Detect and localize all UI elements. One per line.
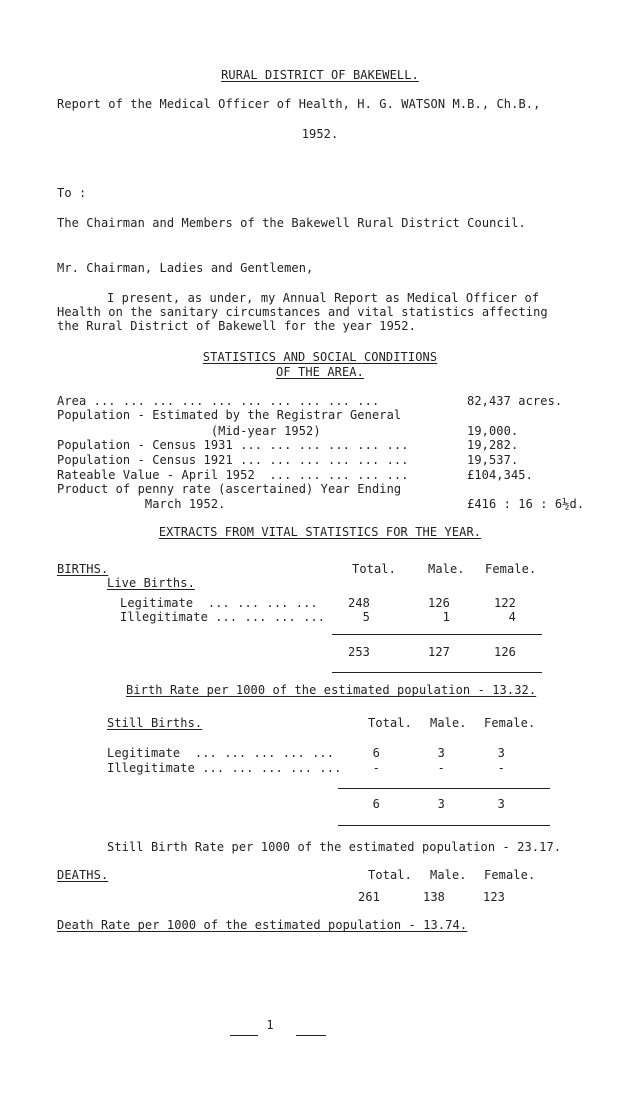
stat-penny-rate-value: £416 : 16 : 6½d. <box>467 497 585 511</box>
births-legitimate-label: Legitimate ... ... ... ... <box>120 596 318 610</box>
births-illegitimate-female: 4 <box>508 610 516 624</box>
births-legitimate-female: 122 <box>494 596 516 610</box>
intro-line-1: I present, as under, my Annual Report as Medical Officer of <box>107 291 540 305</box>
intro-line-2: Health on the sanitary circumstances and vital statistics affecting <box>57 305 548 319</box>
births-col-male: Male. <box>428 562 465 576</box>
statistics-heading: STATISTICS AND SOCIAL CONDITIONS <box>202 350 438 364</box>
report-attribution: Report of the Medical Officer of Health, H. G. WATSON M.B., Ch.B., <box>57 97 541 111</box>
births-illegitimate-male: 1 <box>442 610 450 624</box>
births-legitimate-male: 126 <box>428 596 450 610</box>
still-births-col-female: Female. <box>484 716 536 730</box>
births-total-male: 127 <box>428 645 450 659</box>
stat-census-1931-label: Population - Census 1931 ... ... ... ... ... ... <box>57 438 409 452</box>
page-number-rule-right <box>296 1035 326 1036</box>
still-births-col-male: Male. <box>430 716 467 730</box>
births-total-rule-top <box>332 634 542 635</box>
births-legitimate-total: 248 <box>348 596 370 610</box>
to-label: To : <box>57 186 87 200</box>
death-rate: Death Rate per 1000 of the estimated population - 13.74. <box>57 918 468 932</box>
still-births-legitimate-total: 6 <box>372 746 380 760</box>
still-births-legitimate-female: 3 <box>497 746 505 760</box>
addressee: The Chairman and Members of the Bakewell Rural District Council. <box>57 216 526 230</box>
greeting: Mr. Chairman, Ladies and Gentlemen, <box>57 261 314 275</box>
still-births-illegitimate-male: - <box>437 761 445 775</box>
intro-line-3: the Rural District of Bakewell for the year 1952. <box>57 319 416 333</box>
stat-midyear-label: (Mid-year 1952) <box>57 424 321 438</box>
deaths-female: 123 <box>483 890 505 904</box>
stat-area-label: Area ... ... ... ... ... ... ... ... ... ... <box>57 394 380 408</box>
stat-census-1931-value: 19,282. <box>467 438 519 452</box>
statistics-subheading: OF THE AREA. <box>276 365 364 379</box>
deaths-total: 261 <box>358 890 380 904</box>
still-births-total-female: 3 <box>497 797 505 811</box>
still-births-total: 6 <box>372 797 380 811</box>
stat-population-estimated-value: 19,000. <box>467 424 519 438</box>
births-col-total: Total. <box>352 562 396 576</box>
still-births-total-rule-top <box>338 788 550 789</box>
births-total: 253 <box>348 645 370 659</box>
still-births-illegitimate-female: - <box>497 761 505 775</box>
births-section-label: BIRTHS. <box>57 562 109 576</box>
stat-penny-rate-year-label: March 1952. <box>57 497 226 511</box>
births-illegitimate-label: Illegitimate ... ... ... ... <box>120 610 326 624</box>
still-births-section-label: Still Births. <box>107 716 203 730</box>
births-col-female: Female. <box>485 562 537 576</box>
page-number: 1 <box>266 1018 274 1032</box>
deaths-male: 138 <box>423 890 445 904</box>
live-births-label: Live Births. <box>107 576 195 590</box>
birth-rate: Birth Rate per 1000 of the estimated population - 13.32. <box>126 683 537 697</box>
births-illegitimate-total: 5 <box>362 610 370 624</box>
still-births-total-male: 3 <box>437 797 445 811</box>
still-births-legitimate-male: 3 <box>437 746 445 760</box>
stat-census-1921-value: 19,537. <box>467 453 519 467</box>
deaths-col-total: Total. <box>368 868 412 882</box>
still-births-legitimate-label: Legitimate ... ... ... ... ... <box>107 746 335 760</box>
stat-area-value: 82,437 acres. <box>467 394 563 408</box>
still-births-illegitimate-label: Illegitimate ... ... ... ... ... <box>107 761 342 775</box>
document-title: RURAL DISTRICT OF BAKEWELL. <box>221 68 419 82</box>
still-birth-rate: Still Birth Rate per 1000 of the estimated population - 23.17. <box>107 840 562 854</box>
deaths-col-male: Male. <box>430 868 467 882</box>
stat-rateable-value-value: £104,345. <box>467 468 533 482</box>
report-year: 1952. <box>301 127 339 141</box>
page-number-rule-left <box>230 1035 258 1036</box>
births-total-rule-bottom <box>332 672 542 673</box>
deaths-section-label: DEATHS. <box>57 868 109 882</box>
extracts-heading: EXTRACTS FROM VITAL STATISTICS FOR THE YEAR. <box>158 525 482 539</box>
stat-penny-rate-label: Product of penny rate (ascertained) Year Ending <box>57 482 402 496</box>
stat-population-estimated-label: Population - Estimated by the Registrar General <box>57 408 402 422</box>
births-total-female: 126 <box>494 645 516 659</box>
still-births-col-total: Total. <box>368 716 412 730</box>
stat-census-1921-label: Population - Census 1921 ... ... ... ... ... ... <box>57 453 409 467</box>
stat-rateable-value-label: Rateable Value - April 1952 ... ... ... ... ... <box>57 468 409 482</box>
still-births-total-rule-bottom <box>338 825 550 826</box>
still-births-illegitimate-total: - <box>372 761 380 775</box>
deaths-col-female: Female. <box>484 868 536 882</box>
